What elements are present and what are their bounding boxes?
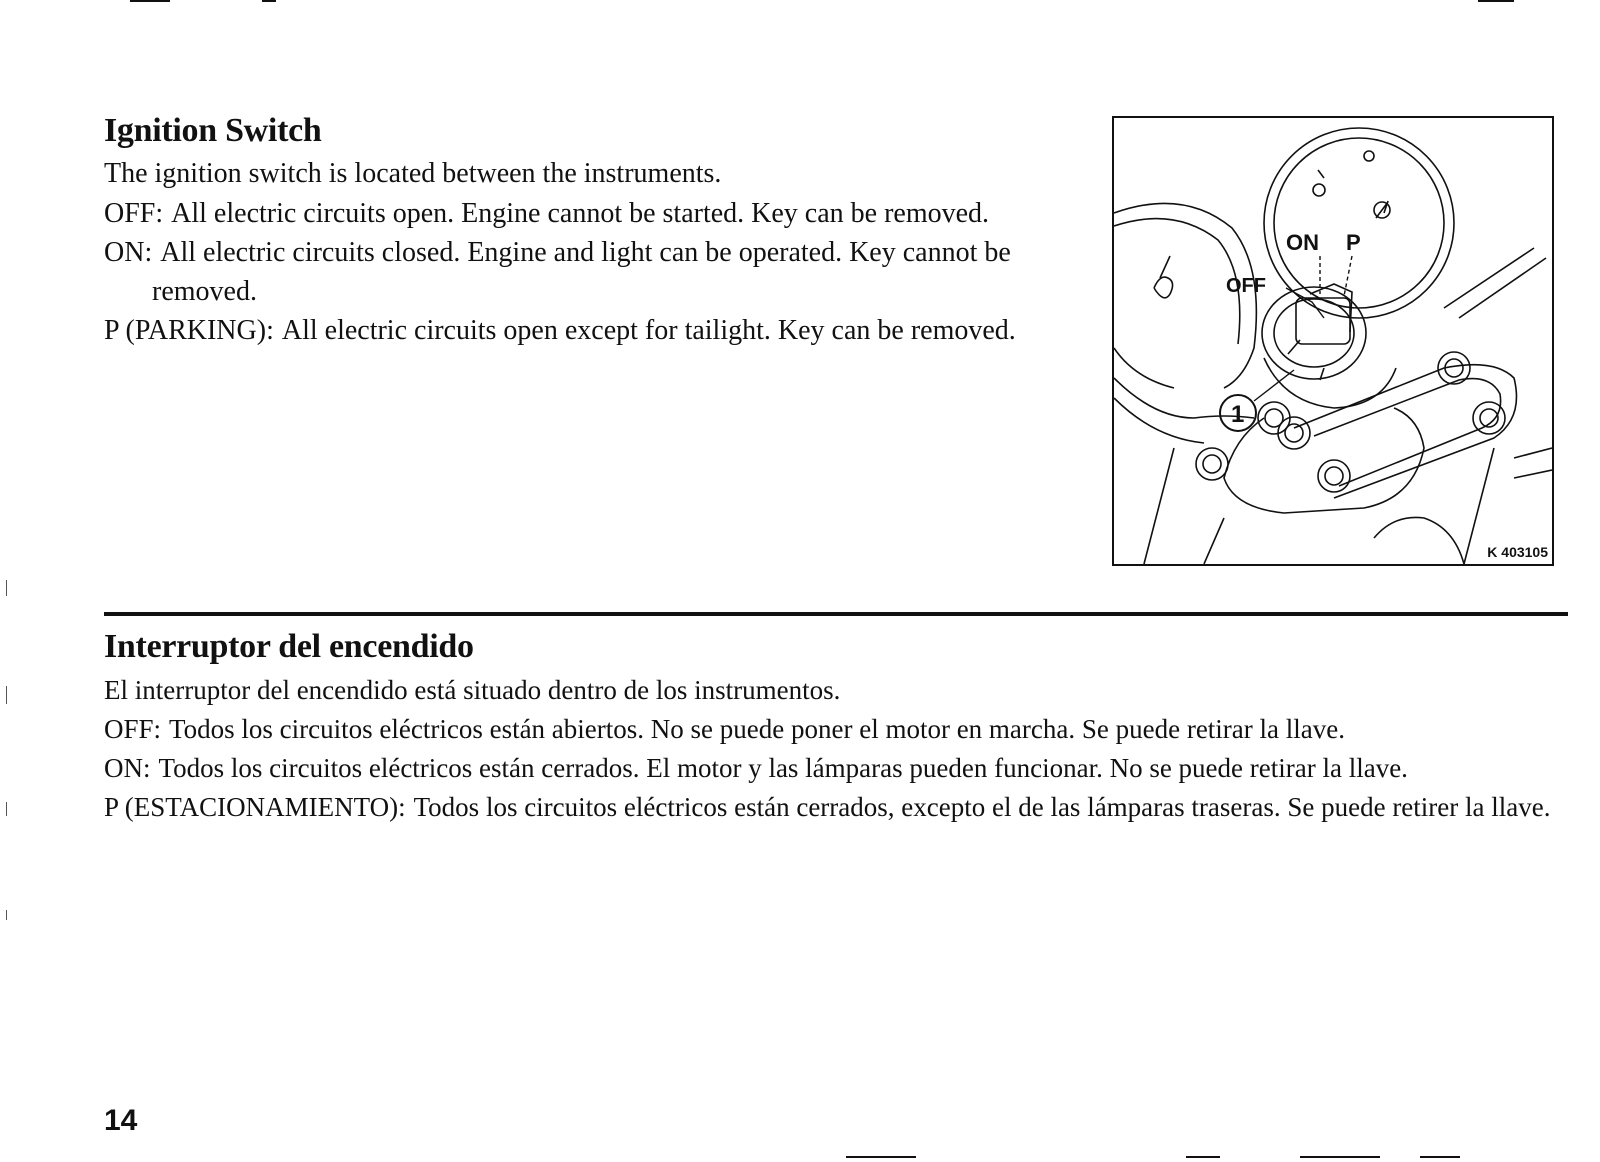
figure-label-off: OFF [1226,275,1266,297]
scan-edge-mark [1420,1156,1460,1158]
entry-text: All electric circuits open except for tailight. Key can be removed. [281,315,1016,346]
entry-text: All electric circuits open. Engine cannot be started. Key can be removed. [171,198,990,229]
entry-key: ON: [104,237,153,268]
spanish-section [104,628,1564,827]
spanish-entry-parking [104,788,1564,827]
scan-edge-mark [1186,1156,1220,1158]
english-entry-parking [104,311,1084,350]
scan-margin-tick [6,910,7,920]
figure-label-on: ON [1286,230,1319,255]
entry-text: Todos los circuitos eléctricos están cerrados, excepto el de las lámparas traseras. Se puede retirer la llave. [413,792,1551,822]
figure-label-p: P [1346,230,1361,255]
ignition-switch-figure [1112,116,1554,566]
scan-margin-tick [6,580,7,596]
ignition-switch-drawing [1114,118,1552,564]
spanish-title: Interruptor del encendido [104,628,474,665]
scan-edge-mark [1300,1156,1380,1158]
section-divider [104,612,1568,616]
scan-edge-mark [846,1156,916,1158]
spanish-entry-off [104,710,1564,749]
entry-text: All electric circuits closed. Engine and light can be operated. Key cannot be removed. [152,237,1011,307]
english-intro: The ignition switch is located between the instruments. [104,158,722,189]
entry-text: Todos los circuitos eléctricos están abiertos. No se puede poner el motor en marcha. Se puede retirar la llave. [169,714,1345,744]
scan-edge-mark [1478,0,1514,2]
entry-key: OFF: [104,714,162,744]
english-entry-on [104,233,1084,311]
page-number: 14 [104,1104,138,1137]
entry-key: P (PARKING): [104,315,274,346]
entry-key: OFF: [104,198,164,229]
english-title: Ignition Switch [104,112,322,149]
scan-edge-mark [262,0,276,2]
scan-margin-tick [6,686,7,704]
figure-code: K 403105 [1487,544,1548,560]
entry-text: Todos los circuitos eléctricos están cerrados. El motor y las lámparas pueden funcionar. No se puede retirar la llave. [158,753,1408,783]
english-section [104,112,1084,350]
english-entry-off [104,194,1084,233]
spanish-intro: El interruptor del encendido está situado dentro de los instrumentos. [104,675,841,705]
entry-key: ON: [104,753,151,783]
scan-edge-mark [130,0,170,2]
figure-callout-number: 1 [1231,401,1245,428]
scan-margin-tick [6,802,7,816]
spanish-entry-on [104,749,1564,788]
entry-key: P (ESTACIONAMIENTO): [104,792,406,822]
